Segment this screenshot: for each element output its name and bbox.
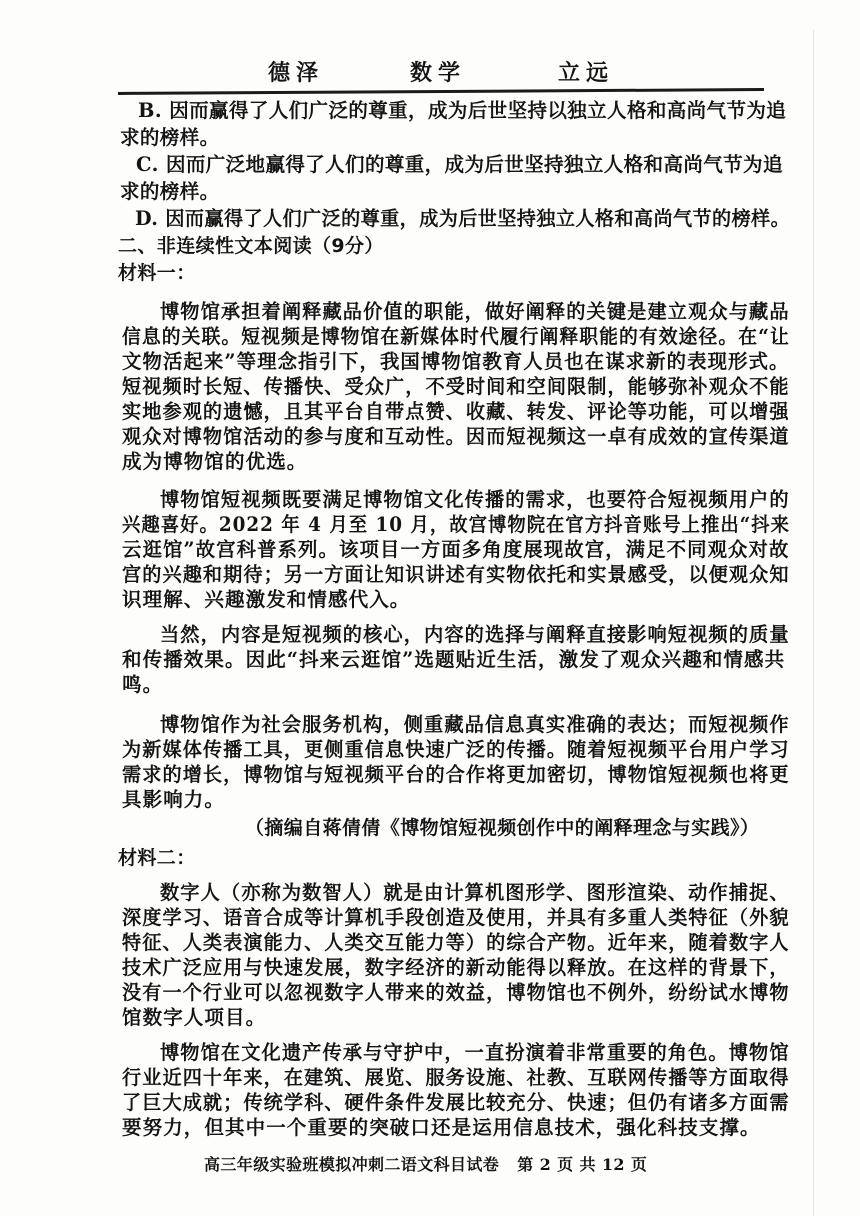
material-2-line: 深度学习、语音合成等计算机手段创造及使用，并具有多重人类特征（外貌 <box>122 906 790 929</box>
material-1-line: 具影响力。 <box>122 788 226 811</box>
material-1-line: 博物馆承担着阐释藏品价值的职能，做好阐释的关键是建立观众与藏品 <box>160 300 790 323</box>
material-1-line: 信息的关联。短视频是博物馆在新媒体时代履行阐释职能的有效途径。在“让 <box>122 325 790 348</box>
material-2-line: 数字人（亦称为数智人）就是由计算机图形学、图形渲染、动作捕捉、 <box>160 881 790 904</box>
scan-edge <box>813 30 814 1216</box>
material-2-line: 技术广泛应用与快速发展，数字经济的新动能得以释放。在这样的背景下， <box>122 956 790 979</box>
material-1-line: 和传播效果。因此“抖来云逛馆”选题贴近生活，激发了观众兴趣和情感共 <box>122 648 786 671</box>
page-footer <box>204 1152 647 1175</box>
exam-title: 高三年级实验班模拟冲刺二语文科目试卷 <box>204 1155 500 1174</box>
material-2-line: 特征、人类表演能力、人类交互能力等）的综合产物。近年来，随着数字人 <box>122 931 790 954</box>
material-1-line: 宫的兴趣和期待；另一方面让知识讲述有实物依托和实景感受，以便观众知 <box>122 563 790 586</box>
option-b-line-2: 求的榜样。 <box>120 126 220 149</box>
material-1-line: 成为博物馆的优选。 <box>122 450 308 473</box>
material-2-line: 要努力，但其中一个重要的突破口还是运用信息技术，强化科技支撑。 <box>122 1116 761 1139</box>
material-2-line: 博物馆在文化遗产传承与守护中，一直扮演着非常重要的角色。博物馆 <box>160 1041 790 1064</box>
header-center-text: 数学 <box>410 60 467 86</box>
header-left-text: 德泽 <box>268 60 325 86</box>
material-2-label: 材料二： <box>118 847 196 869</box>
material-2-line: 了巨大成就；传统学科、硬件条件发展比较充分、快速；但仍有诸多方面需 <box>122 1091 790 1114</box>
material-1-line: 云逛馆”故宫科普系列。该项目一方面多角度展现故宫，满足不同观众对故 <box>122 538 790 561</box>
material-1-line: 识理解、兴趣激发和情感代入。 <box>122 588 411 611</box>
material-1-line: 文物活起来”等理念指引下，我国博物馆教育人员也在谋求新的表现形式。 <box>122 350 790 373</box>
material-2-line: 馆数字人项目。 <box>122 1006 267 1029</box>
material-1-line: 当然，内容是短视频的核心，内容的选择与阐释直接影响短视频的质量 <box>160 623 790 646</box>
material-1-line: 为新媒体传播工具，更侧重信息快速广泛的传播。随着短视频平台用户学习 <box>122 738 790 761</box>
material-2-line: 行业近四十年来，在建筑、展览、服务设施、社教、互联网传播等方面取得 <box>122 1066 790 1089</box>
material-1-line: 短视频时长短、传播快、受众广，不受时间和空间限制，能够弥补观众不能 <box>122 375 790 398</box>
material-1-line: 鸣。 <box>122 673 164 696</box>
page-number: 第 2 页 共 12 页 <box>517 1155 648 1174</box>
option-d-line-1: D. 因而赢得了人们广泛的尊重，成为后世坚持独立人格和高尚气节的榜样。 <box>135 207 791 230</box>
material-1-line: 实地参观的遗憾，且其平台自带点赞、收藏、转发、评论等功能，可以增强 <box>122 400 790 423</box>
material-2-line: 没有一个行业可以忽视数字人带来的效益，博物馆也不例外，纷纷试水博物 <box>122 981 790 1004</box>
material-1-line: 需求的增长，博物馆与短视频平台的合作将更加密切，博物馆短视频也将更 <box>122 763 790 786</box>
option-c-line-2: 求的榜样。 <box>120 180 220 203</box>
material-1-line: 观众对博物馆活动的参与度和互动性。因而短视频这一卓有成效的宣传渠道 <box>122 425 790 448</box>
header-right-text: 立远 <box>558 60 615 86</box>
option-c-line-1: C. 因而广泛地赢得了人们的尊重，成为后世坚持独立人格和高尚气节为追 <box>136 153 783 176</box>
material-1-label: 材料一： <box>118 262 196 284</box>
option-b-line-1: B. 因而赢得了人们广泛的尊重，成为后世坚持以独立人格和高尚气节为追 <box>138 99 787 122</box>
section-title: 二、非连续性文本阅读（9分） <box>118 235 384 257</box>
page-header <box>120 52 760 90</box>
material-1-line: 博物馆作为社会服务机构，侧重藏品信息真实准确的表达；而短视频作 <box>160 713 790 736</box>
material-1-citation: （摘编自蒋倩倩《博物馆短视频创作中的阐释理念与实践》） <box>245 817 760 839</box>
material-1-line: 博物馆短视频既要满足博物馆文化传播的需求，也要符合短视频用户的 <box>160 488 790 511</box>
material-1-line: 兴趣喜好。2022 年 4 月至 10 月，故宫博物院在官方抖音账号上推出“抖来 <box>122 513 791 536</box>
